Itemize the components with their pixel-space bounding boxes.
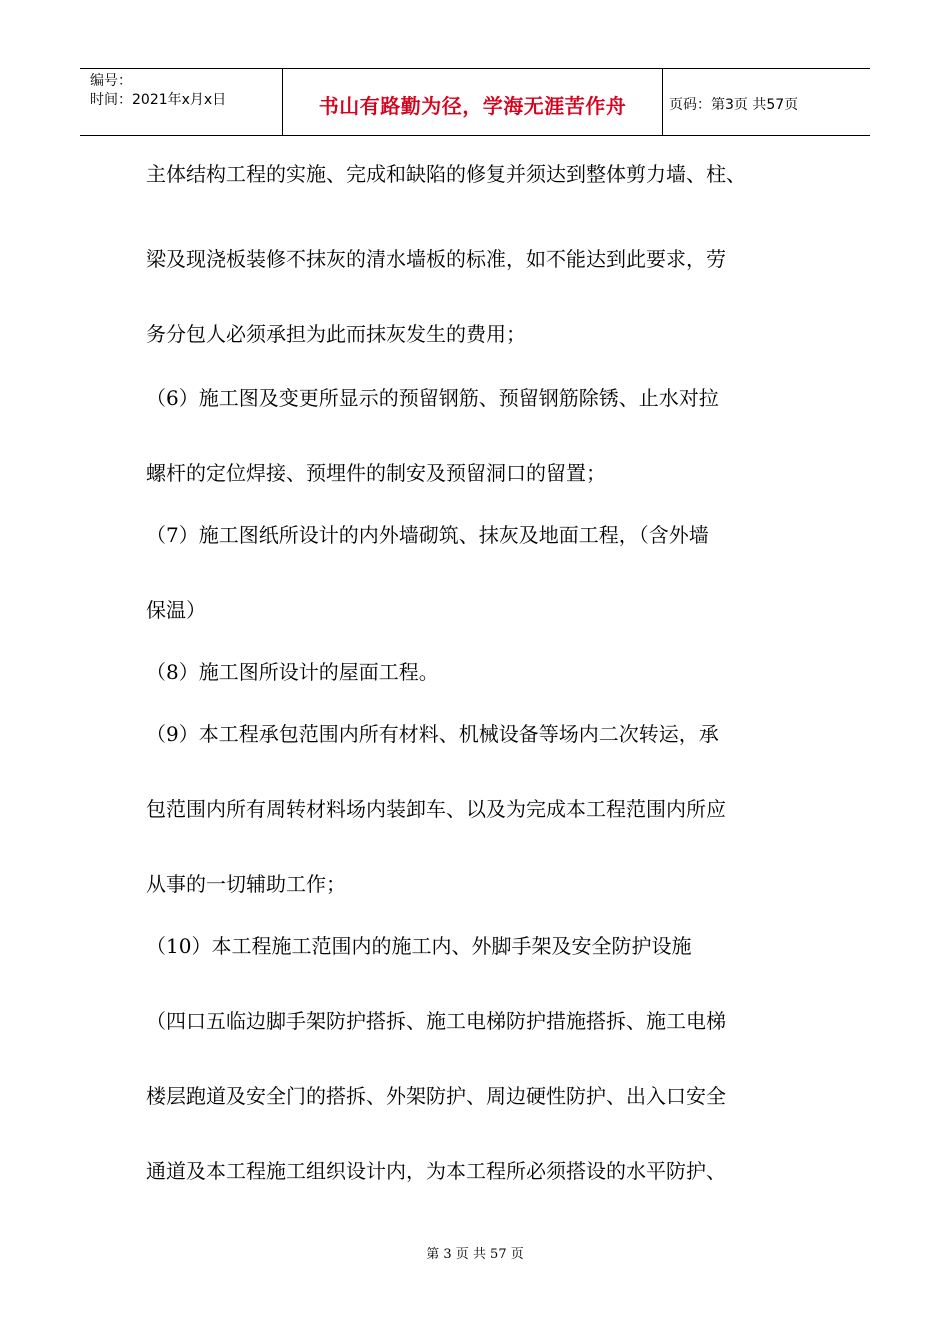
body-line: 务分包人必须承担为此而抹灰发生的费用； bbox=[146, 322, 526, 346]
page-header bbox=[80, 68, 870, 136]
body-line: （9）本工程承包范围内所有材料、机械设备等场内二次转运，承 bbox=[146, 722, 719, 746]
body-line: （6）施工图及变更所显示的预留钢筋、预留钢筋除锈、止水对拉 bbox=[146, 386, 719, 410]
body-line: （10）本工程施工范围内的施工内、外脚手架及安全防护设施 bbox=[146, 934, 692, 958]
header-page-number: 页码：第3页 共57页 bbox=[669, 97, 799, 113]
footer-page-number: 第 3 页 共 57 页 bbox=[426, 1247, 524, 1262]
body-line: 楼层跑道及安全门的搭拆、外架防护、周边硬性防护、出入口安全 bbox=[146, 1084, 726, 1108]
page-footer bbox=[0, 1246, 950, 1264]
body-line: （8）施工图所设计的屋面工程。 bbox=[146, 660, 439, 684]
header-info-cell bbox=[80, 69, 283, 135]
body-line: 保温） bbox=[146, 598, 206, 622]
body-line: 主体结构工程的实施、完成和缺陷的修复并须达到整体剪力墙、柱、 bbox=[146, 162, 746, 186]
motto-text: 书山有路勤为径，学海无涯苦作舟 bbox=[318, 93, 627, 118]
body-line: （四口五临边脚手架防护搭拆、施工电梯防护措施搭拆、施工电梯 bbox=[146, 1009, 726, 1033]
body-line: 通道及本工程施工组织设计内，为本工程所必须搭设的水平防护、 bbox=[146, 1159, 726, 1183]
body-line: 梁及现浇板装修不抹灰的清水墙板的标准，如不能达到此要求，劳 bbox=[146, 247, 726, 271]
document-number-label: 编号： bbox=[90, 73, 132, 89]
header-motto-cell bbox=[283, 69, 663, 135]
body-line: 从事的一切辅助工作； bbox=[146, 872, 346, 896]
header-page-cell bbox=[663, 69, 870, 135]
body-line: 包范围内所有周转材料场内装卸车、以及为完成本工程范围内所应 bbox=[146, 797, 726, 821]
body-line: 螺杆的定位焊接、预埋件的制安及预留洞口的留置； bbox=[146, 461, 606, 485]
body-line: （7）施工图纸所设计的内外墙砌筑、抹灰及地面工程，（含外墙 bbox=[146, 523, 709, 547]
document-date-label: 时间：2021年x月x日 bbox=[90, 92, 227, 108]
